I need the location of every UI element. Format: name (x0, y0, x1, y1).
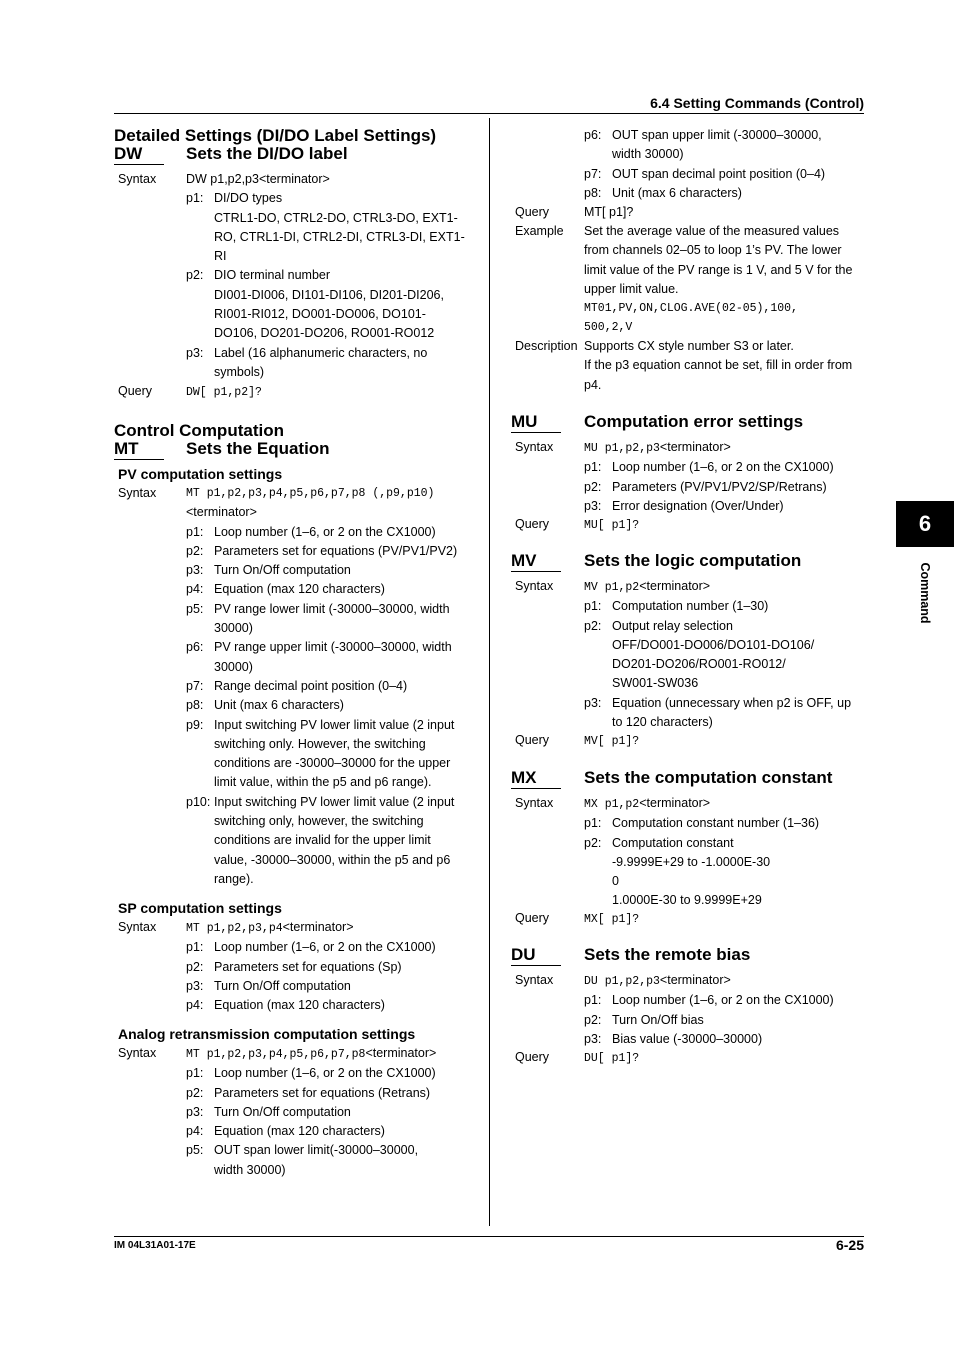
subheading-analog-retrans: Analog retransmission computation settings (118, 1026, 416, 1042)
command-code-mv: MV (511, 551, 561, 572)
syntax-label: Syntax (515, 440, 554, 454)
syntax-label: Syntax (118, 1046, 157, 1060)
column-divider (489, 118, 490, 1226)
mx-block (584, 794, 864, 911)
command-title-du: Sets the remote bias (584, 945, 751, 964)
param-row: p7: OUT span decimal point position (0–4) (584, 166, 826, 181)
param-row: p3: Turn On/Off computation (186, 563, 351, 578)
query-label: Query (515, 517, 550, 531)
header-section-title: 6.4 Setting Commands (Control) (650, 95, 864, 111)
chapter-tab-label: Command (918, 562, 932, 624)
dw-syntax-block (186, 170, 466, 382)
param-row: p1: Loop number (1–6, or 2 on the CX1000) (186, 940, 436, 955)
mt-example-code-2: 500,2,V (584, 321, 633, 335)
param-row: DI001-DI006, DI101-DI106, DI201-DI206, RI001-RI012, DO001-DO006, DO101-DO106, DO201-DO206, RO001-RO012 (214, 287, 444, 341)
param-row: p1: Loop number (1–6, or 2 on the CX1000) (584, 460, 834, 475)
param-row: p1: Loop number (1–6, or 2 on the CX1000) (186, 524, 436, 539)
chapter-tab: 6 (896, 501, 954, 547)
param-row: p9: Input switching PV lower limit value (2 input switching only. However, the switching conditions are -30000–30000 for the upper limit value, within the p5 and p6 range). (186, 717, 455, 790)
mv-block (584, 577, 864, 732)
mt-pv-block (186, 484, 466, 889)
description-label: Description (515, 339, 578, 353)
syntax-label: Syntax (515, 579, 554, 593)
footer-rule (114, 1236, 864, 1237)
mt-example-block (584, 222, 864, 338)
header-rule (114, 113, 864, 114)
param-row: p10: Input switching PV lower limit value (2 input switching only, however, the switching conditions are invalid for the upper limit value, -30000–30000, within the p5 and p6 range). (186, 794, 455, 886)
query-label: Query (515, 205, 550, 219)
footer-doc-id: IM 04L31A01-17E (114, 1240, 196, 1251)
subheading-sp: SP computation settings (118, 900, 282, 916)
mt-ar-syntax: MT p1,p2,p3,p4,p5,p6,p7,p8<terminator> (186, 1046, 437, 1061)
example-label: Example (515, 224, 564, 238)
param-row: p2: Parameters set for equations (Retrans) (186, 1085, 431, 1100)
param-row: p4: Equation (max 120 characters) (186, 998, 385, 1013)
mt-ar-block (186, 1044, 466, 1180)
du-block (584, 971, 864, 1049)
mt-sp-syntax: MT p1,p2,p3,p4<terminator> (186, 920, 354, 935)
dw-query: DW[ p1,p2]? (186, 386, 262, 399)
mt-continued-block (584, 126, 854, 203)
param-row: p2: Output relay selection (584, 618, 733, 633)
command-title-mx: Sets the computation constant (584, 768, 833, 787)
du-syntax: DU p1,p2,p3<terminator> (584, 973, 731, 988)
param-row: p1: Computation constant number (1–36) (584, 816, 820, 831)
syntax-label: Syntax (118, 172, 157, 186)
command-code-mx: MX (511, 768, 561, 789)
param-row: p8: Unit (max 6 characters) (186, 698, 344, 713)
query-label: Query (515, 1050, 550, 1064)
param-row: p3: Error designation (Over/Under) (584, 498, 784, 513)
param-row: p2: Parameters (PV/PV1/PV2/SP/Retrans) (584, 479, 827, 494)
syntax-label: Syntax (515, 796, 554, 810)
param-row: p2: DIO terminal number (186, 268, 331, 283)
param-row: p4: Equation (max 120 characters) (186, 1124, 385, 1139)
mu-syntax: MU p1,p2,p3<terminator> (584, 440, 731, 455)
command-code-mt: MT (114, 439, 164, 460)
param-row: CTRL1-DO, CTRL2-DO, CTRL3-DO, EXT1-RO, CTRL1-DI, CTRL2-DI, CTRL3-DI, EXT1-RI (214, 210, 465, 264)
param-row: p6: PV range upper limit (-30000–30000, width 30000) (186, 640, 452, 674)
mt-example-code-1: MT01,PV,ON,CLOG.AVE(02-05),100, (584, 302, 798, 316)
param-row: p1: Computation number (1–30) (584, 599, 769, 614)
param-row: p3: Turn On/Off computation (186, 978, 351, 993)
command-code-dw: DW (114, 144, 164, 165)
syntax-label: Syntax (515, 973, 554, 987)
mt-pv-syntax-terminator: <terminator> (186, 505, 257, 520)
mt-description-block (584, 337, 864, 395)
mu-query: MU[ p1]? (584, 519, 640, 532)
param-row: p8: Unit (max 6 characters) (584, 185, 742, 200)
mt-example-text: Set the average value of the measured values from channels 02–05 to loop 1’s PV. The lower limit value of the PV range is 1 V, and 5 V for the upper limit value. (584, 224, 853, 296)
mx-syntax: MX p1,p2<terminator> (584, 796, 711, 811)
section-title-control-computation: Control Computation (114, 421, 284, 440)
param-row: 0 (612, 874, 619, 889)
command-title-mt: Sets the Equation (186, 439, 330, 458)
section-title-dido: Detailed Settings (DI/DO Label Settings) (114, 126, 437, 145)
param-row: p7: Range decimal point position (0–4) (186, 678, 408, 693)
param-row: p3: Turn On/Off computation (186, 1104, 351, 1119)
command-title-mu: Computation error settings (584, 412, 804, 431)
param-row: p2: Computation constant (584, 835, 734, 850)
param-row: p5: OUT span lower limit(-30000–30000, width 30000) (186, 1143, 419, 1177)
dw-syntax: DW p1,p2,p3<terminator> (186, 172, 330, 186)
command-code-mu: MU (511, 412, 561, 433)
syntax-label: Syntax (118, 920, 157, 934)
du-query: DU[ p1]? (584, 1052, 640, 1065)
command-code-du: DU (511, 945, 561, 966)
param-row: OFF/DO001-DO006/DO101-DO106/ DO201-DO206/RO001-RO012/ SW001-SW036 (612, 637, 815, 691)
param-row: p3: Bias value (-30000–30000) (584, 1031, 763, 1046)
param-row: p5: PV range lower limit (-30000–30000, width 30000) (186, 601, 450, 636)
mv-query: MV[ p1]? (584, 735, 640, 748)
mt-pv-syntax: MT p1,p2,p3,p4,p5,p6,p7,p8 (,p9,p10) (186, 487, 435, 500)
param-row: p3: Equation (unnecessary when p2 is OFF, up to 120 characters) (584, 695, 852, 730)
param-row: p4: Equation (max 120 characters) (186, 582, 385, 597)
footer-page-number: 6-25 (835, 1237, 864, 1253)
param-row: -9.9999E+29 to -1.0000E-30 (612, 854, 771, 869)
query-label: Query (118, 384, 153, 398)
mu-block (584, 438, 864, 516)
syntax-label: Syntax (118, 486, 157, 500)
param-row: p3: Label (16 alphanumeric characters, no symbols) (186, 345, 428, 379)
mv-syntax: MV p1,p2<terminator> (584, 579, 711, 594)
param-row: 1.0000E-30 to 9.9999E+29 (612, 893, 762, 908)
param-row: p1: DI/DO types (186, 191, 283, 206)
query-label: Query (515, 733, 550, 747)
command-title-mv: Sets the logic computation (584, 551, 802, 570)
subheading-pv: PV computation settings (118, 466, 283, 482)
param-row: p1: Loop number (1–6, or 2 on the CX1000) (584, 993, 834, 1008)
mt-description-1: Supports CX style number S3 or later. (584, 339, 794, 353)
mx-query: MX[ p1]? (584, 913, 640, 926)
param-row: p2: Parameters set for equations (PV/PV1/PV2) (186, 543, 458, 558)
param-row: p2: Parameters set for equations (Sp) (186, 959, 402, 974)
command-title-dw: Sets the DI/DO label (186, 144, 348, 163)
param-row: p2: Turn On/Off bias (584, 1012, 704, 1027)
param-row: p1: Loop number (1–6, or 2 on the CX1000) (186, 1066, 436, 1081)
mt-sp-block (186, 918, 466, 1015)
mt-description-2: If the p3 equation cannot be set, fill in order from p4. (584, 358, 853, 392)
param-row: p6: OUT span upper limit (-30000–30000, width 30000) (584, 128, 822, 162)
query-label: Query (515, 911, 550, 925)
mt-query: MT[ p1]? (584, 205, 634, 219)
